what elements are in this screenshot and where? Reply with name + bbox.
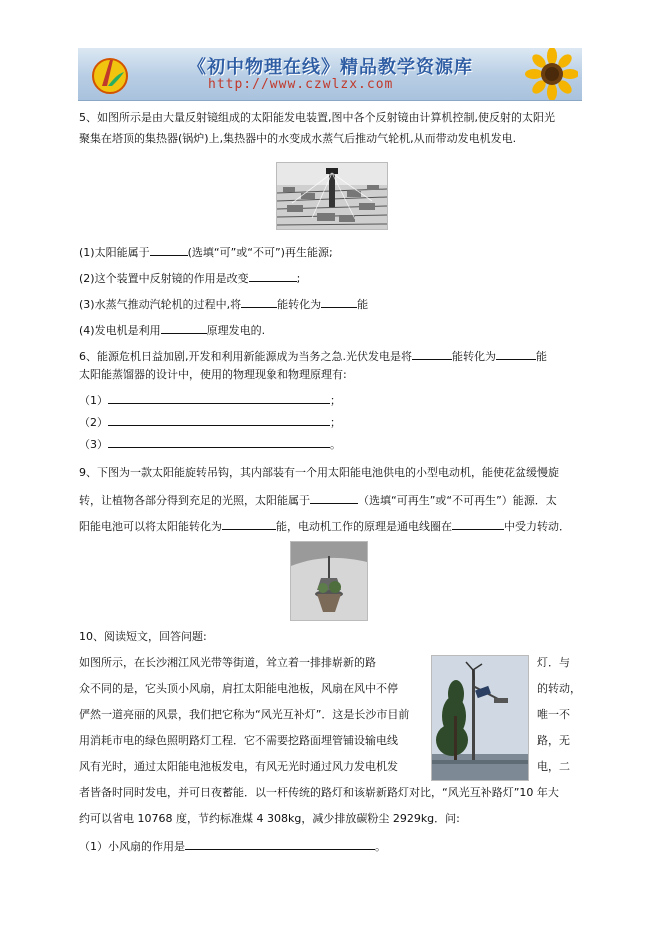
q10-sub1-blank[interactable] [185, 838, 375, 850]
q9-line1: 9、下图为一款太阳能旋转吊钩，其内部装有一个用太阳能电池供电的小型电动机，能使花盆缓慢旋 [79, 466, 559, 479]
q10-p5-b: 电，二 [537, 760, 570, 773]
q5-sub4-text-a: (4)发电机是利用 [79, 324, 161, 337]
q6-item3-blank[interactable] [108, 436, 330, 448]
solar-tower-photo [276, 162, 388, 230]
street-lamp-photo [431, 655, 529, 781]
q10-p1-a: 如图所示，在长沙湘江风光带等街道，耸立着一排排崭新的路 [79, 656, 376, 669]
q9-line2 [79, 492, 557, 508]
q9-blank2[interactable] [222, 518, 276, 530]
q10-p1-b: 灯．与 [537, 656, 570, 669]
q5-sub2-blank[interactable] [249, 270, 297, 282]
q5-sub3-blank1[interactable] [241, 296, 277, 308]
q6-item2-label: （2） [79, 416, 108, 429]
q6-item3 [79, 436, 341, 452]
q5-sub3-text-b: 能转化为 [277, 298, 322, 311]
q6-item3-label: （3） [79, 438, 108, 451]
q10-title: 10、阅读短文，回答问题: [79, 630, 207, 643]
q9-line3-text-c: 中受力转动． [504, 520, 570, 533]
q10-p7: 约可以省电 10768 度，节约标准煤 4 308kg，减少排放碳粉尘 2929kg．问: [79, 812, 460, 825]
q5-sub2 [79, 270, 300, 286]
q5-intro-line1: 5、如图所示是由大量反射镜组成的太阳能发电装置,图中各个反射镜由计算机控制,使反射的太阳光 [79, 111, 555, 124]
q6-blank1[interactable] [412, 348, 452, 360]
q6-item1-blank[interactable] [108, 392, 330, 404]
q5-sub1-blank[interactable] [150, 244, 188, 256]
q10-p2-b: 的转动， [537, 682, 581, 695]
q5-sub3-text-c: 能 [357, 298, 369, 311]
q10-sub1-text-a: （1）小风扇的作用是 [79, 840, 185, 853]
q10-p2-a: 众不同的是，它头顶小风扇，肩扛太阳能电池板，风扇在风中不停 [79, 682, 398, 695]
banner-title: 《初中物理在线》精品教学资源库 [188, 57, 473, 78]
q5-sub1-text-a: (1)太阳能属于 [79, 246, 150, 259]
solar-hook-photo [290, 541, 368, 621]
banner-url[interactable]: http://www.czwlzx.com [208, 77, 394, 92]
q6-item2-blank[interactable] [108, 414, 330, 426]
q9-line2-text-a: 转，让植物各部分得到充足的光照，太阳能属于 [79, 494, 310, 507]
header-banner [78, 48, 582, 101]
q5-sub4-blank[interactable] [161, 322, 207, 334]
q10-p3-a: 俨然一道亮丽的风景，我们把它称为“风光互补灯”．这是长沙市目前 [79, 708, 410, 721]
sunflower-icon [522, 48, 578, 100]
q5-sub2-text-a: (2)这个装置中反射镜的作用是改变 [79, 272, 249, 285]
q5-intro-line2: 聚集在塔顶的集热器(锅炉)上,集热器中的水变成水蒸气后推动气轮机,从而带动发电机发电. [79, 132, 517, 145]
q9-line3-text-a: 阳能电池可以将太阳能转化为 [79, 520, 222, 533]
q6-item3-end: 。 [330, 438, 341, 451]
q5-sub1 [79, 244, 333, 260]
q10-sub1-text-b: 。 [375, 840, 386, 853]
q6-item2 [79, 414, 341, 430]
q10-p3-b: 唯一不 [537, 708, 570, 721]
q10-sub1 [79, 838, 386, 854]
q6-line1-text-c: 能 [536, 350, 547, 363]
q10-p4-b: 路，无 [537, 734, 570, 747]
q10-p4-a: 用消耗市电的绿色照明路灯工程．它不需要挖路面埋管铺设输电线 [79, 734, 398, 747]
q6-line2: 太阳能蒸馏器的设计中，使用的物理现象和物理原理有: [79, 368, 347, 381]
q6-item1-label: （1） [79, 394, 108, 407]
q10-p6: 者皆备时同时发电，并可日夜蓄能．以一杆传统的路灯和该崭新路灯对比，“风光互补路灯”10 年大 [79, 786, 559, 799]
q6-item2-end: ； [330, 416, 341, 429]
q5-sub3 [79, 296, 368, 312]
school-logo-icon [88, 52, 132, 96]
q5-sub4-text-b: 原理发电的. [206, 324, 266, 337]
q5-sub3-blank2[interactable] [321, 296, 357, 308]
q9-line2-text-b: （选填“可再生”或“不可再生”）能源．太 [358, 494, 557, 507]
q5-sub2-text-b: ; [296, 272, 301, 285]
q6-line1-text-b: 能转化为 [452, 350, 496, 363]
q6-line1 [79, 348, 547, 364]
q6-item1 [79, 392, 341, 408]
q9-line3 [79, 518, 570, 534]
q5-sub1-text-b: (选填“可”或“不可”)再生能源; [187, 246, 333, 259]
q10-p5-a: 风有光时，通过太阳能电池板发电，有风无光时通过风力发电机发 [79, 760, 398, 773]
q9-blank3[interactable] [452, 518, 504, 530]
q5-sub3-text-a: (3)水蒸气推动汽轮机的过程中,将 [79, 298, 242, 311]
q9-line3-text-b: 能，电动机工作的原理是通电线圈在 [276, 520, 452, 533]
q5-sub4 [79, 322, 265, 338]
q9-blank1[interactable] [310, 492, 358, 504]
q6-line1-text-a: 6、能源危机日益加剧,开发和利用新能源成为当务之急.光伏发电是将 [79, 350, 412, 363]
q6-item1-end: ； [330, 394, 341, 407]
q6-blank2[interactable] [496, 348, 536, 360]
